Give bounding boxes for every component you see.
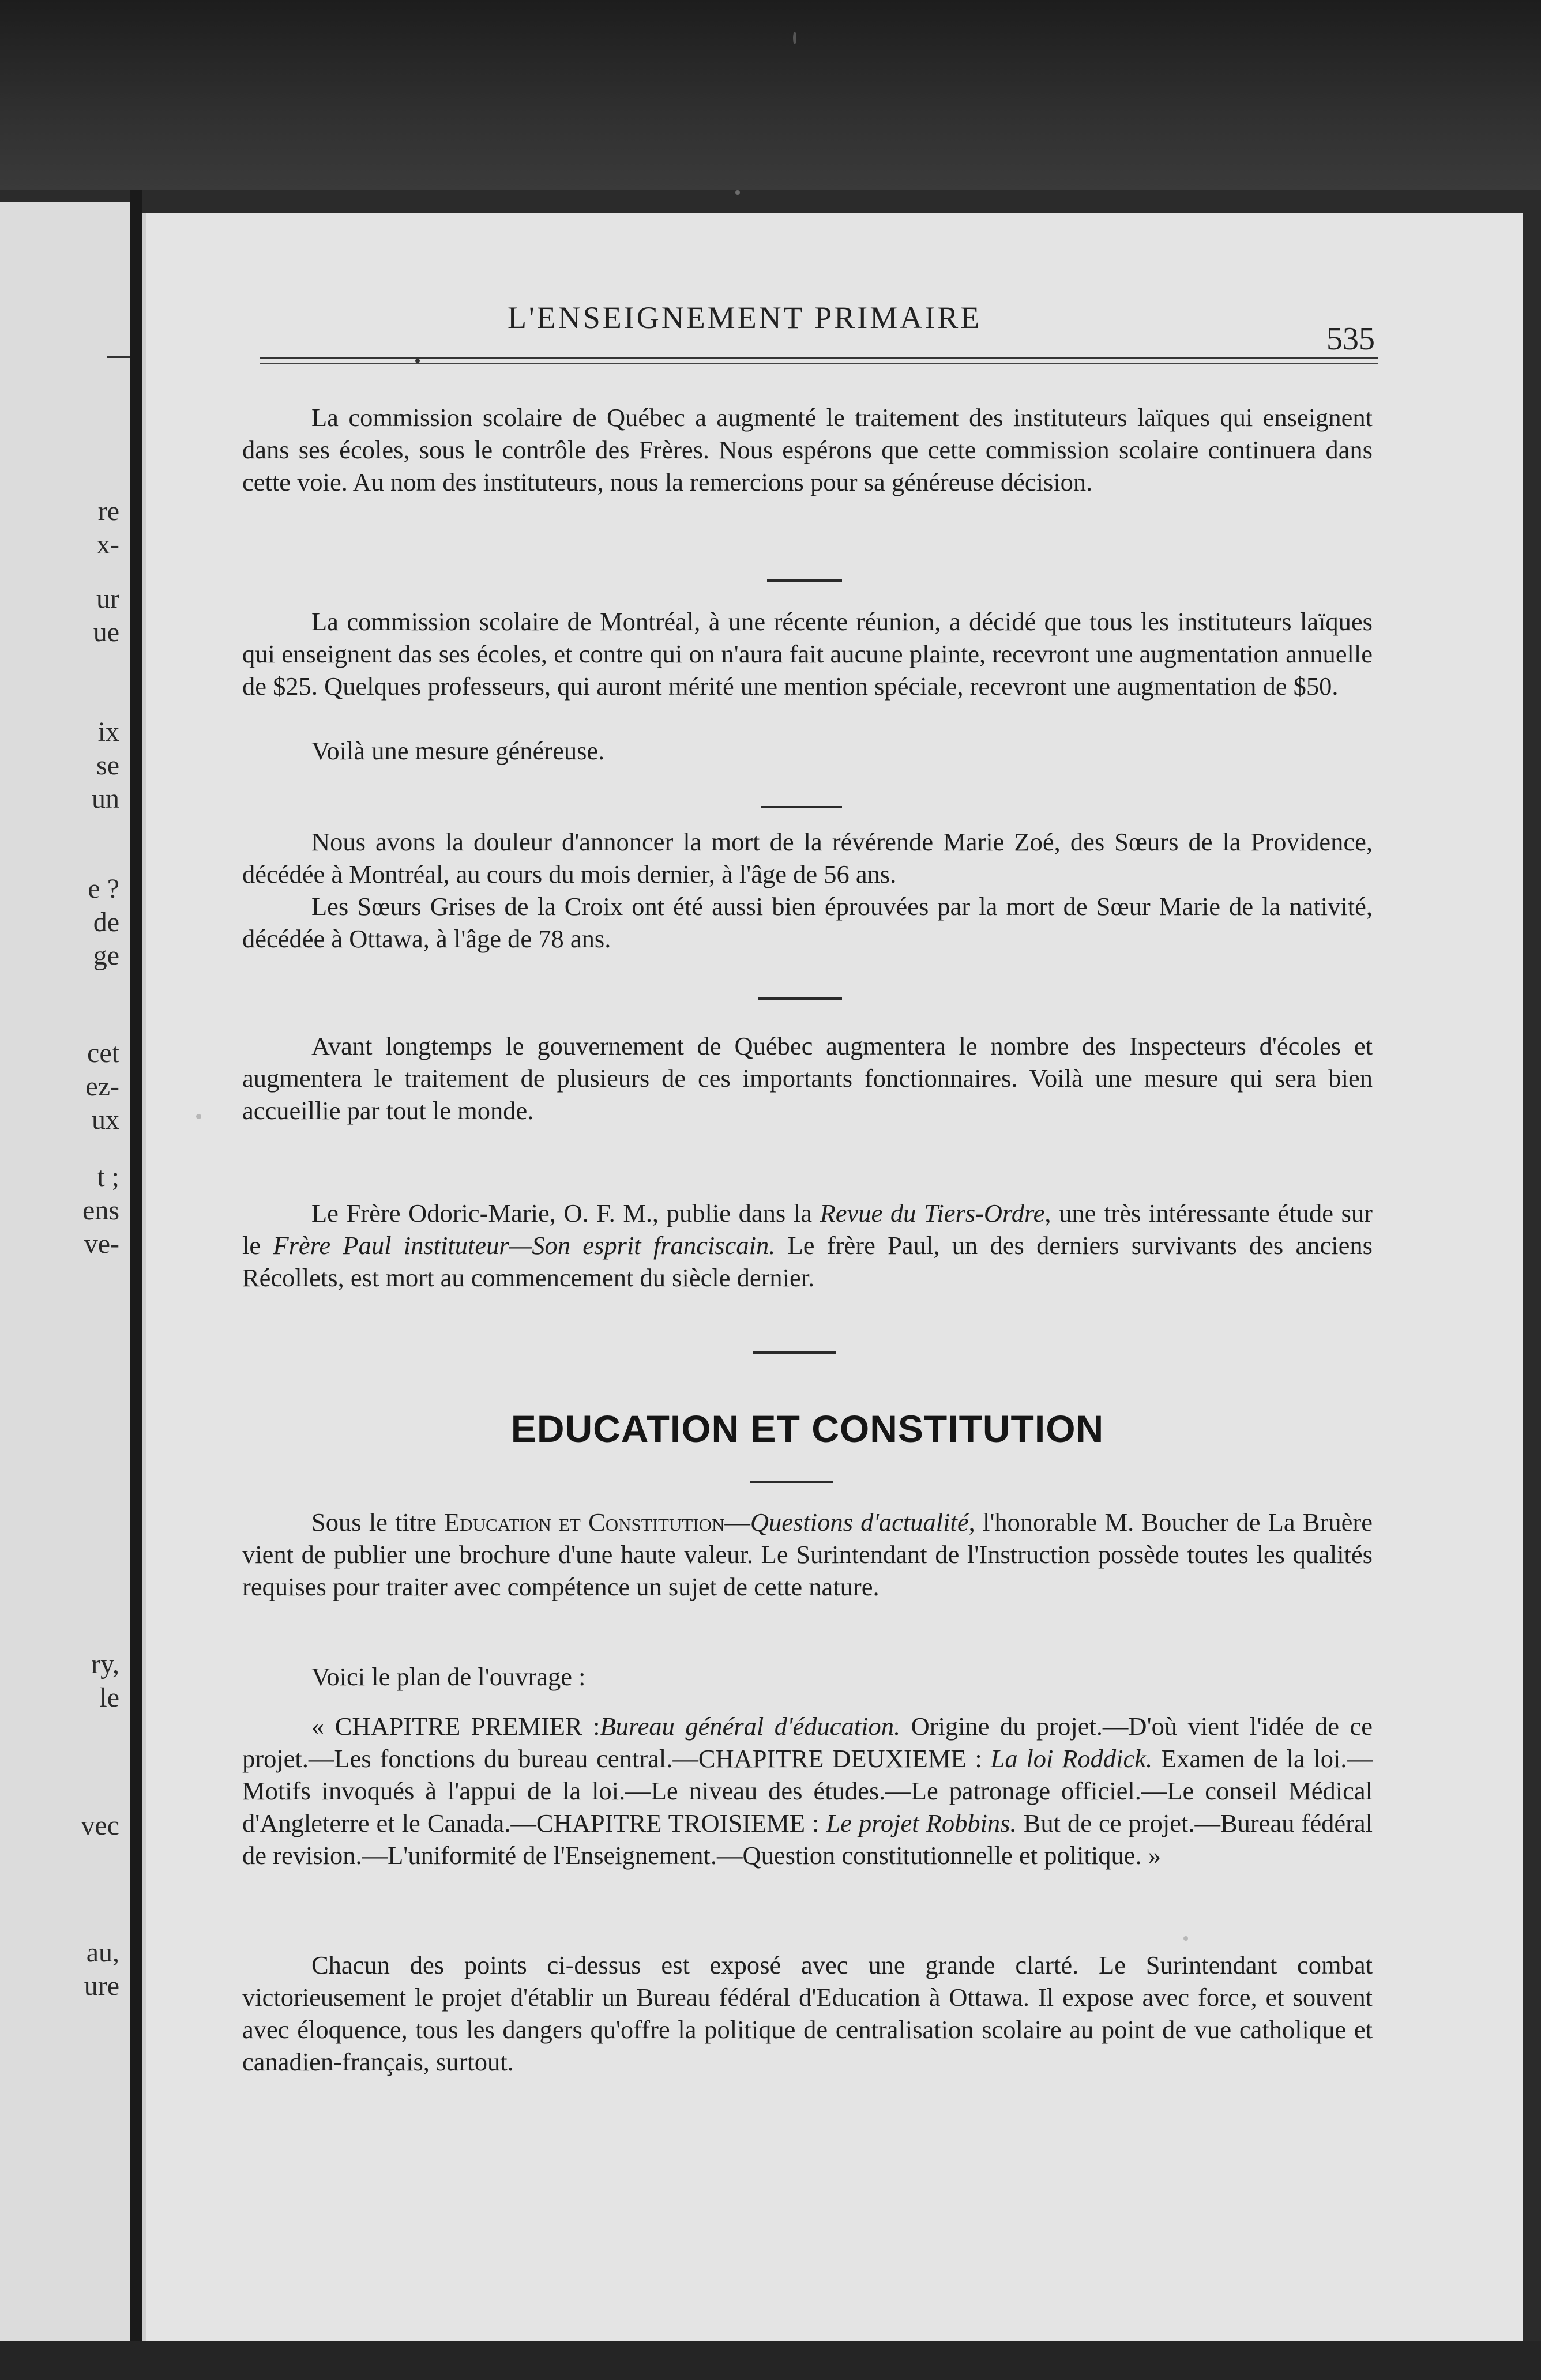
paragraph-quebec: La commission scolaire de Québec a augmenté le traitement des instituteurs laïques qui enseignent dans ses écoles, sous le contrôle des Frères. Nous espérons que cette commission scolaire continuera dans cette voie. Au nom des instituteurs, nous la remercions pour sa généreuse décision.	[242, 403, 1373, 496]
left-fragment: le	[99, 1682, 119, 1713]
brochure-title: Education et Constitution	[444, 1508, 725, 1537]
microfilm-bottom-border	[0, 2341, 1541, 2380]
paragraph-mesure: Voilà une mesure généreuse.	[311, 736, 605, 765]
separator	[761, 806, 842, 808]
paragraph-voici: Voici le plan de l'ouvrage :	[311, 1662, 586, 1691]
revue-title: Revue du Tiers-Ordre	[820, 1199, 1045, 1227]
paragraph-deces: Nous avons la douleur d'annoncer la mort de la révérende Marie Zoé, des Sœurs de la Providence, décédée à Montréal, au cours du mois dernier, à l'âge de 56 ans.	[242, 827, 1373, 888]
chapter-2-text: Examen de la loi.—Motifs invoqués à l'appui de la loi.—Le niveau des études.—Le patronage officiel.—Le conseil Médical d'Angleterre et le Canada.—CHAPITRE TROISIEME :	[242, 1744, 1373, 1837]
left-fragment: se	[96, 750, 119, 781]
microfilm-top-border	[0, 0, 1541, 190]
odoric-text-1: Le Frère Odoric-Marie, O. F. M., publie dans la	[311, 1199, 820, 1227]
title-dash: —	[724, 1508, 750, 1537]
film-scratch	[793, 32, 796, 44]
left-fragment: x-	[96, 529, 119, 560]
paragraph-sous-le-titre	[242, 1506, 1373, 1603]
header-rule-thin	[260, 363, 1378, 364]
paragraph-inspecteurs: Avant longtemps le gouvernement de Québec augmentera le nombre des Inspecteurs d'écoles et augmentera le traitement de plusieurs de ces importants fonctionnaires. Voilà une mesure qui sera bien accueillie par tout le monde.	[242, 1031, 1373, 1125]
film-speck	[1183, 1936, 1188, 1941]
left-fragment: cet	[87, 1038, 119, 1068]
left-fragment: e ?	[88, 873, 119, 904]
chapter-3-title: Le projet Robbins.	[826, 1809, 1017, 1837]
left-fragment: re	[97, 496, 119, 526]
left-fragment: ue	[93, 617, 119, 647]
rule-ornament	[415, 359, 420, 363]
odoric-text-2: , une très intéressante étude sur le	[242, 1199, 1373, 1260]
sous-text-2: , l'honorable M. Boucher de La Bruère vient de publier une brochure d'une haute valeur. Le Surintendant de l'Instruction possède toutes les qualités requises pour traiter avec compétence un sujet de cette nature.	[242, 1508, 1373, 1601]
section-heading: EDUCATION ET CONSTITUTION	[510, 1407, 1104, 1450]
left-fragment: ix	[97, 717, 119, 747]
left-fragment: ez-	[85, 1071, 119, 1102]
separator	[758, 997, 842, 1000]
left-fragment: ve-	[84, 1229, 119, 1259]
left-page-rule	[107, 356, 130, 358]
chapter-1-text: Origine du projet.—D'où vient l'idée de ce projet.—Les fonctions du bureau central.—CHAPITRE DEUXIEME :	[242, 1712, 1373, 1773]
paragraph-plan	[242, 1710, 1373, 1871]
left-fragment: ry,	[91, 1649, 119, 1679]
running-title: L'ENSEIGNEMENT PRIMAIRE	[508, 300, 982, 335]
left-fragment: ge	[93, 940, 119, 971]
film-speck	[735, 190, 740, 195]
paragraph-odoric	[242, 1197, 1373, 1294]
left-fragment: ur	[96, 583, 119, 614]
book-gutter	[130, 190, 142, 2341]
left-fragment: t ;	[97, 1162, 119, 1192]
odoric-text-3: Le frère Paul, un des derniers survivants des anciens Récollets, est mort au commencement du siècle dernier.	[242, 1231, 1373, 1292]
paragraph-closing: Chacun des points ci-dessus est exposé avec une grande clarté. Le Surintendant combat victorieusement le projet d'établir un Bureau fédéral d'Education à Ottawa. Il expose avec force, et souvent avec éloquence, tous les dangers qu'offre la politique de centralisation scolaire au point de vue catholique et canadien-français, surtout.	[242, 1950, 1373, 2076]
left-fragment: vec	[81, 1810, 119, 1841]
film-speck	[196, 1114, 201, 1119]
header-rule	[260, 357, 1378, 359]
chapter-1-label: « CHAPITRE PREMIER :	[311, 1712, 600, 1741]
brochure-subtitle: Questions d'actualité	[750, 1508, 969, 1537]
paragraph-montreal: La commission scolaire de Montréal, à une récente réunion, a décidé que tous les instituteurs laïques qui enseignent das ses écoles, et contre qui on n'aura fait aucune plainte, recevront une augmentation annuelle de $25. Quelques professeurs, qui auront mérité une mention spéciale, recevront une augmentation de $50.	[242, 607, 1373, 701]
left-page-fragment	[0, 202, 130, 2341]
left-fragment: ux	[92, 1105, 119, 1135]
chapter-1-title: Bureau général d'éducation.	[600, 1712, 901, 1741]
chapter-3-text: But de ce projet.—Bureau fédéral de revision.—L'uniformité de l'Enseignement.—Question constitutionnelle et politique. »	[242, 1809, 1373, 1870]
left-fragment: ure	[84, 1971, 119, 2001]
separator	[753, 1351, 836, 1354]
separator	[767, 579, 842, 582]
left-fragment: ens	[82, 1195, 119, 1226]
page-number: 535	[1326, 321, 1375, 357]
left-fragment: de	[93, 907, 119, 937]
chapter-2-title: La loi Roddick.	[990, 1744, 1153, 1773]
paragraph-soeurs-grises: Les Sœurs Grises de la Croix ont été aussi bien éprouvées par la mort de Sœur Marie de la nativité, décédée à Ottawa, à l'âge de 78 ans.	[242, 892, 1373, 953]
frere-paul-title: Frère Paul instituteur—Son esprit franciscain.	[273, 1231, 776, 1260]
sous-text-1: Sous le titre	[311, 1508, 445, 1537]
left-fragment: un	[92, 784, 119, 814]
separator	[750, 1481, 833, 1483]
left-fragment: au,	[86, 1937, 119, 1968]
